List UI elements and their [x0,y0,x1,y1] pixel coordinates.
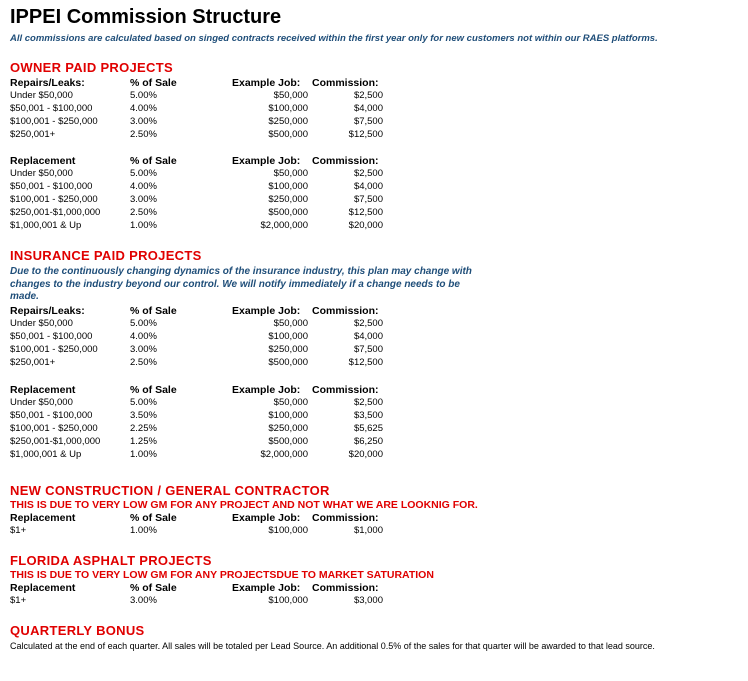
commission-cell: $20,000 [348,220,383,231]
section-heading-owner: OWNER PAID PROJECTS [10,60,173,75]
table-header-row [0,582,748,595]
table-row [0,357,748,370]
pct-cell: 5.00% [130,397,157,408]
pct-header: % of Sale [130,512,177,524]
construction-table [0,512,748,538]
example-header: Example Job: [232,582,301,594]
commission-cell: $4,000 [353,181,383,192]
commission-cell: $20,000 [348,449,383,460]
example-cell: $250,000 [268,344,308,355]
pct-cell: 1.00% [130,449,157,460]
example-cell: $100,000 [268,181,308,192]
pct-cell: 3.00% [130,116,157,127]
asphalt-table [0,582,748,608]
insurance-repairs-table [0,305,748,370]
example-cell: $100,000 [268,103,308,114]
commission-header: Commission: [312,384,379,396]
commission-cell: $2,500 [353,90,383,101]
pct-cell: 1.00% [130,525,157,536]
pct-header: % of Sale [130,582,177,594]
table-row [0,103,748,116]
example-header: Example Job: [232,512,301,524]
table-row [0,194,748,207]
commission-cell: $5,625 [353,423,383,434]
commission-header: Commission: [312,77,379,89]
pct-cell: 5.00% [130,168,157,179]
range-cell: $50,001 - $100,000 [10,410,93,421]
range-cell: $250,001-$1,000,000 [10,207,101,218]
commission-cell: $12,500 [348,357,383,368]
category-label: Repairs/Leaks: [10,77,85,89]
commission-cell: $3,000 [353,595,383,606]
range-cell: $250,001+ [10,129,56,140]
section-heading-asphalt: FLORIDA ASPHALT PROJECTS [10,553,212,568]
pct-header: % of Sale [130,384,177,396]
pct-header: % of Sale [130,305,177,317]
commission-cell: $7,500 [353,116,383,127]
pct-header: % of Sale [130,155,177,167]
table-header-row [0,77,748,90]
range-cell: $250,001-$1,000,000 [10,436,101,447]
table-header-row [0,512,748,525]
range-cell: $100,001 - $250,000 [10,344,98,355]
bonus-text: Calculated at the end of each quarter. All sales will be totaled per Lead Source. An additional 0.5% of the sales for that quarter will be awarded to that lead source. [10,641,655,651]
table-header-row [0,155,748,168]
example-header: Example Job: [232,77,301,89]
table-row [0,220,748,233]
example-cell: $500,000 [268,129,308,140]
commission-cell: $2,500 [353,168,383,179]
owner-repairs-table [0,77,748,142]
range-cell: Under $50,000 [10,168,73,179]
commission-cell: $12,500 [348,207,383,218]
pct-cell: 4.00% [130,181,157,192]
table-row [0,344,748,357]
pct-header: % of Sale [130,77,177,89]
commission-cell: $4,000 [353,331,383,342]
pct-cell: 2.50% [130,357,157,368]
commission-header: Commission: [312,155,379,167]
commission-cell: $2,500 [353,318,383,329]
asphalt-note: THIS IS DUE TO VERY LOW GM FOR ANY PROJECTSDUE TO MARKET SATURATION [10,569,434,581]
table-row [0,525,748,538]
example-cell: $100,000 [268,410,308,421]
range-cell: $1,000,001 & Up [10,449,82,460]
commission-cell: $12,500 [348,129,383,140]
category-label: Replacement [10,512,76,524]
table-row [0,595,748,608]
range-cell: $1,000,001 & Up [10,220,82,231]
category-label: Replacement [10,155,76,167]
pct-cell: 5.00% [130,90,157,101]
table-header-row [0,384,748,397]
commission-cell: $7,500 [353,194,383,205]
range-cell: $100,001 - $250,000 [10,116,98,127]
example-cell: $250,000 [268,423,308,434]
range-cell: $50,001 - $100,000 [10,181,93,192]
example-cell: $50,000 [273,318,308,329]
table-row [0,423,748,436]
commission-cell: $4,000 [353,103,383,114]
example-header: Example Job: [232,305,301,317]
range-cell: Under $50,000 [10,318,73,329]
insurance-note: Due to the continuously changing dynamics of the insurance industry, this plan may change with changes to the industry beyond our control. We will notify immediately if a change needs to be made. [10,266,472,302]
example-cell: $50,000 [273,168,308,179]
commission-cell: $1,000 [353,525,383,536]
table-row [0,331,748,344]
commission-cell: $6,250 [353,436,383,447]
section-heading-bonus: QUARTERLY BONUS [10,623,145,638]
section-heading-insurance: INSURANCE PAID PROJECTS [10,248,202,263]
pct-cell: 2.50% [130,129,157,140]
example-cell: $500,000 [268,357,308,368]
owner-replacement-table [0,155,748,233]
range-cell: $250,001+ [10,357,56,368]
table-row [0,129,748,142]
category-label: Replacement [10,582,76,594]
pct-cell: 3.00% [130,194,157,205]
section-heading-construction: NEW CONSTRUCTION / GENERAL CONTRACTOR [10,483,330,498]
subtitle-note: All commissions are calculated based on singed contracts received within the first year only for new customers not within our RAES platforms. [10,33,658,44]
example-cell: $50,000 [273,90,308,101]
table-row [0,207,748,220]
commission-header: Commission: [312,512,379,524]
insurance-replacement-table [0,384,748,462]
example-cell: $250,000 [268,116,308,127]
pct-cell: 5.00% [130,318,157,329]
pct-cell: 1.25% [130,436,157,447]
pct-cell: 1.00% [130,220,157,231]
range-cell: Under $50,000 [10,397,73,408]
pct-cell: 2.50% [130,207,157,218]
table-row [0,449,748,462]
pct-cell: 4.00% [130,331,157,342]
example-cell: $250,000 [268,194,308,205]
pct-cell: 3.50% [130,410,157,421]
pct-cell: 2.25% [130,423,157,434]
commission-cell: $2,500 [353,397,383,408]
pct-cell: 4.00% [130,103,157,114]
pct-cell: 3.00% [130,595,157,606]
example-cell: $2,000,000 [260,449,308,460]
table-row [0,410,748,423]
commission-header: Commission: [312,582,379,594]
page-title: IPPEI Commission Structure [10,6,282,28]
category-label: Repairs/Leaks: [10,305,85,317]
range-cell: Under $50,000 [10,90,73,101]
range-cell: $100,001 - $250,000 [10,194,98,205]
range-cell: $1+ [10,595,27,606]
table-row [0,90,748,103]
commission-header: Commission: [312,305,379,317]
table-row [0,397,748,410]
range-cell: $50,001 - $100,000 [10,331,93,342]
example-cell: $100,000 [268,525,308,536]
construction-note: THIS IS DUE TO VERY LOW GM FOR ANY PROJECT AND NOT WHAT WE ARE LOOKNIG FOR. [10,499,478,511]
example-header: Example Job: [232,384,301,396]
category-label: Replacement [10,384,76,396]
range-cell: $1+ [10,525,27,536]
commission-cell: $7,500 [353,344,383,355]
table-row [0,318,748,331]
commission-cell: $3,500 [353,410,383,421]
range-cell: $100,001 - $250,000 [10,423,98,434]
example-cell: $100,000 [268,331,308,342]
example-header: Example Job: [232,155,301,167]
range-cell: $50,001 - $100,000 [10,103,93,114]
table-header-row [0,305,748,318]
pct-cell: 3.00% [130,344,157,355]
example-cell: $500,000 [268,207,308,218]
example-cell: $50,000 [273,397,308,408]
table-row [0,168,748,181]
example-cell: $2,000,000 [260,220,308,231]
example-cell: $100,000 [268,595,308,606]
table-row [0,436,748,449]
table-row [0,116,748,129]
table-row [0,181,748,194]
example-cell: $500,000 [268,436,308,447]
